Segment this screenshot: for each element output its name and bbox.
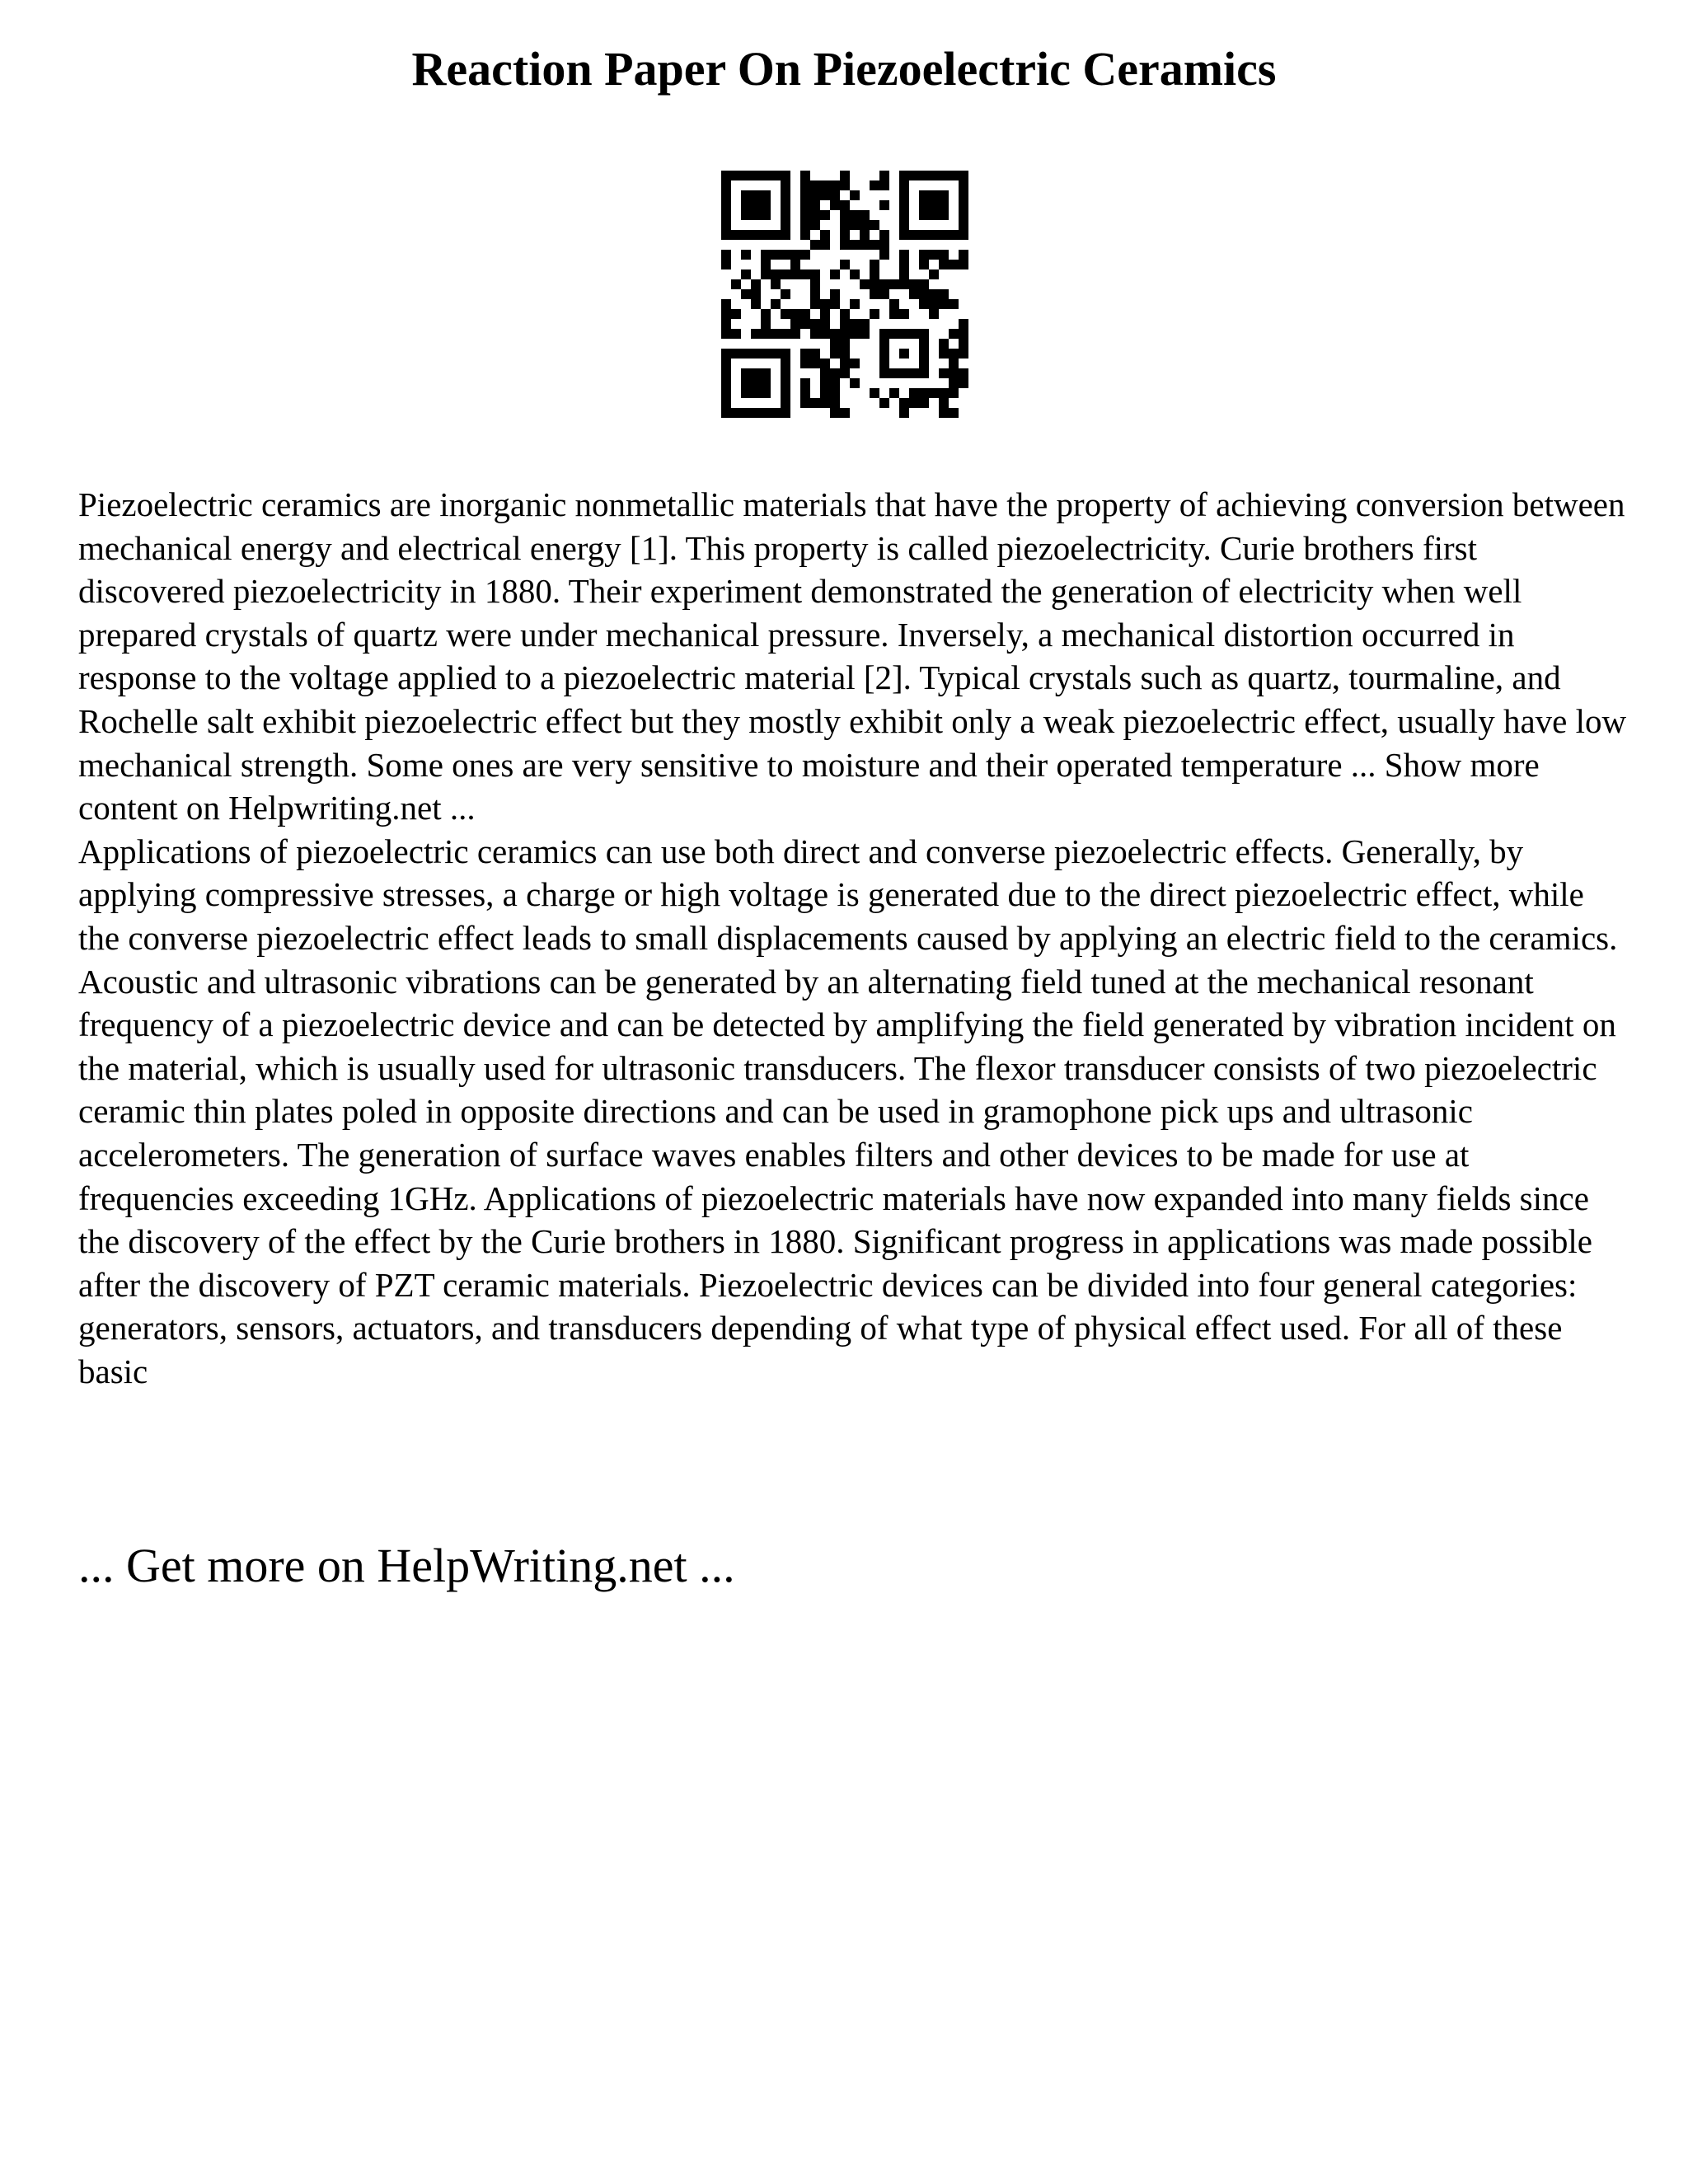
- paragraph-applications: Applications of piezoelectric ceramics can use both direct and converse piezoelectric effects. Generally, by applying compressive stresses, a charge or high voltage is generated due to the direct piezoelectric effect, while the converse piezoelectric effect leads to small displacements caused by applying an electric field to the ceramics. Acoustic and ultrasonic vibrations can be generated by an alternating field tuned at the mechanical resonant frequency of a piezoelectric device and can be detected by amplifying the field generated by vibration incident on the material, which is usually used for ultrasonic transducers. The flexor transducer consists of two piezoelectric ceramic thin plates poled in opposite directions and can be used in gramophone pick ups and ultrasonic accelerometers. The generation of surface waves enables filters and other devices to be made for use at frequencies exceeding 1GHz. Applications of piezoelectric materials have now expanded into many fields since the discovery of the effect by the Curie brothers in 1880. Significant progress in applications was made possible after the discovery of PZT ceramic materials. Piezoelectric devices can be divided into four general categories: generators, sensors, actuators, and transducers depending of what type of physical effect used. For all of these basic: [78, 832, 1618, 1390]
- paragraph-intro: Piezoelectric ceramics are inorganic nonmetallic materials that have the property of achieving conversion between mechanical energy and electrical energy [1]. This property is called piezoelectricity. Curie brothers first discovered piezoelectricity in 1880. Their experiment demonstrated the generation of electricity when well prepared crystals of quartz were under mechanical pressure. Inversely, a mechanical distortion occurred in response to the voltage applied to a piezoelectric material [2]. Typical crystals such as quartz, tourmaline, and Rochelle salt exhibit piezoelectric effect but they mostly exhibit only a weak piezoelectric effect, usually have low mechanical strength. Some ones are very sensitive to moisture and their operated temperature ... Show more content on Helpwriting.net ...: [78, 485, 1627, 827]
- get-more-link[interactable]: ... Get more on HelpWriting.net ...: [78, 1539, 735, 1592]
- qr-code-graphic: [721, 171, 968, 418]
- document-body: [78, 483, 1628, 1393]
- document-title: Reaction Paper On Piezoelectric Ceramics: [411, 42, 1277, 96]
- qr-code-icon[interactable]: [721, 171, 968, 418]
